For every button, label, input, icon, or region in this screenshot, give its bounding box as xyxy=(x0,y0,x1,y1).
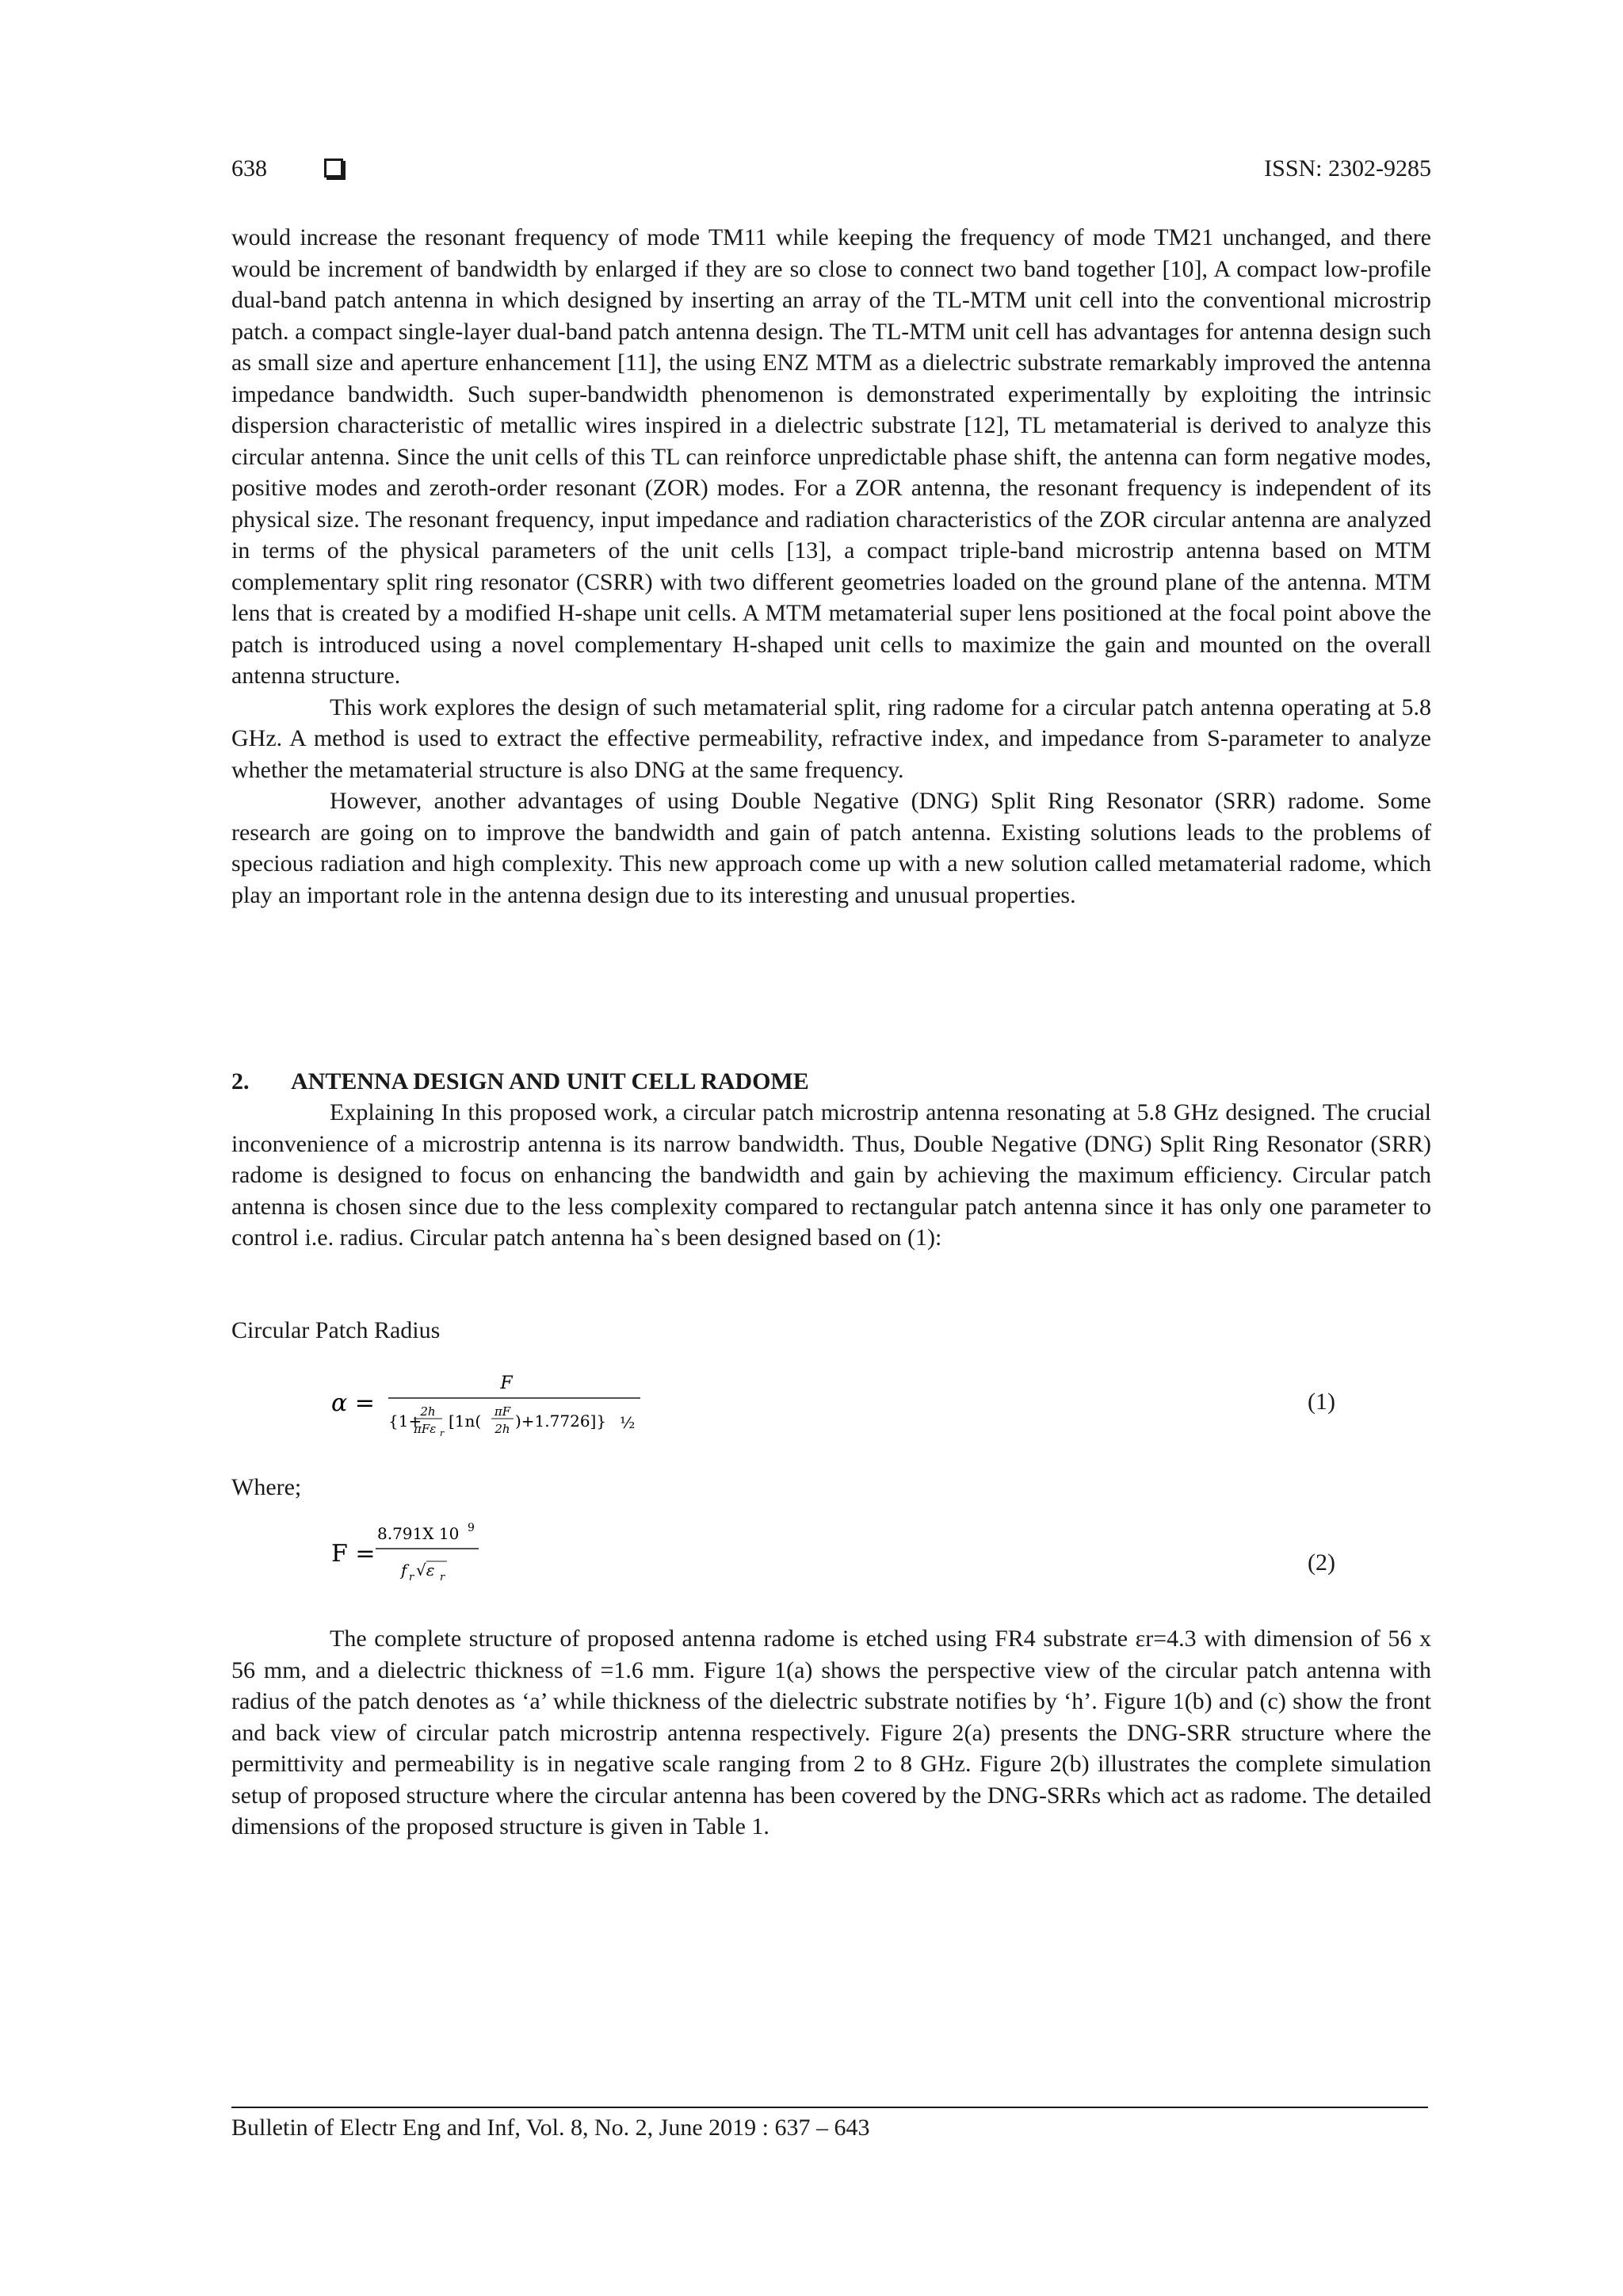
eq2-den-sub2: r xyxy=(440,1572,445,1584)
where-label: Where; xyxy=(231,1474,302,1500)
eq1-numerator: F xyxy=(500,1373,513,1393)
paragraph: This work explores the design of such metamaterial split, ring radome for a circular patch antenna operating at 5.8 GHz. A method is used to extract the effective permeability, refractive index, and impedance from S-parameter to analyze whether the metamaterial structure is also DNG at the same frequency. xyxy=(231,693,1431,783)
intro-paragraphs xyxy=(231,222,1431,911)
equation-1-number: (1) xyxy=(1308,1389,1335,1415)
eq2-den-f: f xyxy=(401,1561,407,1580)
section-heading xyxy=(231,1066,1431,1098)
eq2-den-rest: √ε xyxy=(416,1561,435,1580)
paragraph-continued: would increase the resonant frequency of mode TM11 while keeping the frequency of mode TM21 unchanged, and there would be increment of bandwidth by enlarged if they are so close to connect two band together [10], A compact low-profile dual-band patch antenna in which designed by inserting an array of the TL-MTM unit cell into the conventional microstrip patch. a compact single-layer dual-band patch antenna design. The TL-MTM unit cell has advantages for antenna design such as small size and aperture enhancement [11], the using ENZ MTM as a dielectric substrate remarkably improved the antenna impedance bandwidth. Such super-bandwidth phenomenon is demonstrated experimentally by exploiting the intrinsic dispersion characteristic of metallic wires inspired in a dielectric substrate [12], TL metamaterial is derived to analyze this circular antenna. Since the unit cells of this TL can reinforce unpredictable phase shift, the antenna can form negative modes, positive modes and zeroth-order resonant (ZOR) modes. For a ZOR antenna, the resonant frequency is independent of its physical size. The resonant frequency, input impedance and radiation characteristics of the ZOR circular antenna are analyzed in terms of the physical parameters of the unit cells [13], a compact triple-band microstrip antenna based on MTM complementary split ring resonator (CSRR) with two different geometries loaded on the ground plane of the antenna. MTM lens that is created by a modified H-shape unit cells. A MTM metamaterial super lens positioned at the focal point above the patch is introduced using a novel complementary H-shaped unit cells to maximize the gain and mounted on the overall antenna structure. xyxy=(231,224,1431,689)
section-paragraphs xyxy=(231,1097,1431,1254)
section-title: ANTENNA DESIGN AND UNIT CELL RADOME xyxy=(291,1068,809,1095)
eq1-bracket-open: [1n( xyxy=(449,1412,482,1431)
section-number: 2. xyxy=(231,1068,250,1095)
paragraph: Explaining In this proposed work, a circular patch microstrip antenna resonating at 5.8 GHz designed. The crucial inconvenience of a microstrip antenna is its narrow bandwidth. Thus, Double Negative (DNG) Split Ring Resonator (SRR) radome is designed to focus on enhancing the bandwidth and gain by achieving the maximum efficiency. Circular patch antenna is chosen since due to the less complexity compared to rectangular patch antenna since it has only one parameter to control i.e. radius. Circular patch antenna ha`s been designed based on (1): xyxy=(231,1099,1431,1251)
eq1-open: {1+ xyxy=(388,1412,422,1431)
footer-rule xyxy=(231,2107,1428,2108)
issn-label: ISSN: 2302-9285 xyxy=(1264,155,1431,181)
eq2-den-sub: r xyxy=(409,1572,414,1584)
equation-2 xyxy=(331,1520,490,1591)
page-number: 638 xyxy=(231,155,267,181)
paragraph: The complete structure of proposed antenna radome is etched using FR4 substrate εr=4.3 with dimension of 56 x 56 mm, and a dielectric thickness of =1.6 mm. Figure 1(a) shows the perspective view of the circular patch antenna with radius of the patch denotes as ‘a’ while thickness of the dielectric substrate notifies by ‘h’. Figure 1(b) and (c) show the front and back view of circular patch microstrip antenna respectively. Figure 2(a) presents the DNG-SRR structure where the permittivity and permeability is in negative scale ranging from 2 to 8 GHz. Figure 2(b) illustrates the complete simulation setup of proposed structure where the circular antenna has been covered by the DNG-SRRs which act as radome. The detailed dimensions of the proposed structure is given in Table 1. xyxy=(231,1626,1431,1839)
eq1-half: ½ xyxy=(620,1413,636,1432)
eq1-frac-num: 2h xyxy=(420,1404,436,1419)
equation-label: Circular Patch Radius xyxy=(231,1317,441,1343)
eq1-inner-num: πF xyxy=(494,1404,511,1419)
square-bullet-icon xyxy=(324,159,343,178)
paragraph: However, another advantages of using Double Negative (DNG) Split Ring Resonator (SRR) radome. Some research are going on to improve the bandwidth and gain of patch antenna. Existing solutions leads to the problems of specious radiation and high complexity. This new approach come up with a new solution called metamaterial radome, which play an important role in the antenna design due to its interesting and unusual properties. xyxy=(231,788,1431,908)
eq1-inner-den: 2h xyxy=(495,1422,510,1436)
equation-2-number: (2) xyxy=(1308,1549,1335,1576)
eq2-numerator: 8.791X 10 xyxy=(377,1524,460,1543)
eq1-sub-r: r xyxy=(440,1428,445,1438)
eq1-lhs: α = xyxy=(331,1389,375,1417)
eq1-bracket-close: )+1.7726]} xyxy=(515,1412,607,1431)
eq2-exponent: 9 xyxy=(468,1522,475,1534)
eq2-lhs: F = xyxy=(331,1540,376,1568)
page-header xyxy=(231,155,1431,190)
eq1-frac-den: πFε xyxy=(414,1422,437,1436)
equation-1 xyxy=(331,1365,664,1444)
final-paragraphs xyxy=(231,1623,1431,1843)
page-footer: Bulletin of Electr Eng and Inf, Vol. 8, No. 2, June 2019 : 637 – 643 xyxy=(231,2115,870,2141)
